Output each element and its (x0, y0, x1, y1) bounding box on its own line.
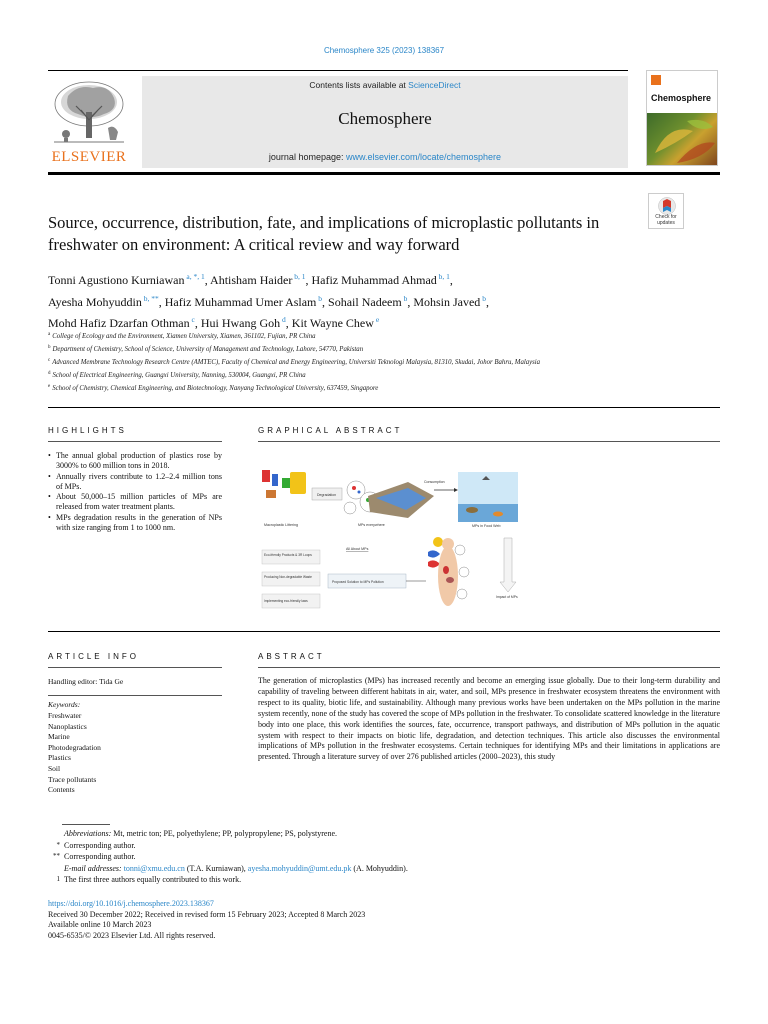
publication-info (48, 899, 668, 941)
journal-cover-thumbnail[interactable] (646, 70, 718, 166)
affiliation-key: b (48, 345, 51, 350)
affiliation-item (48, 355, 638, 368)
keyword-item: Freshwater (48, 711, 82, 720)
food-web-panel (458, 472, 518, 528)
highlight-item: • Annually rivers contribute to 1.2–2.4 million tons of MPs. (48, 472, 222, 493)
footnote-abbreviations (48, 828, 668, 840)
masthead-bottom-rule (48, 172, 720, 175)
contents-prefix: Contents lists available at (309, 80, 409, 90)
author-affiliation-marker[interactable]: d (280, 315, 286, 324)
ga-label-eco-laws: Implementing eco-friendly laws (264, 599, 308, 603)
journal-homepage (142, 152, 628, 162)
affiliation-key: a (48, 332, 51, 337)
author-name[interactable]: Mohd Hafiz Dzarfan Othman (48, 316, 190, 330)
ga-label-proposed-solution: Proposed Solution to MPs Pollution (332, 580, 384, 584)
consumption-arrow (424, 480, 458, 492)
author-affiliation-marker[interactable]: b, 1 (436, 272, 450, 281)
keyword-item: Trace pollutants (48, 774, 97, 784)
human-impact-panel (428, 537, 469, 606)
masthead-info-box (142, 76, 628, 168)
email-owner-kurniawan: (T.A. Kurniawan), (184, 863, 248, 873)
author-name[interactable]: Ayesha Mohyuddin (48, 294, 142, 309)
footnote-equal-contribution (48, 874, 668, 886)
keywords-rule (48, 695, 222, 696)
author-affiliation-marker[interactable]: b (480, 293, 486, 303)
email-owner-mohyuddin: (A. Mohyuddin). (351, 863, 408, 873)
cover-journal-title: Chemosphere (651, 93, 712, 103)
ga-label-mps-everywhere: MPs everywhere (358, 523, 385, 527)
author-name[interactable]: Hafiz Muhammad Umer Aslam (164, 294, 317, 309)
sciencedirect-link[interactable]: ScienceDirect (408, 80, 461, 90)
article-info-rule (48, 667, 222, 668)
header-divider (48, 407, 720, 408)
author-name[interactable]: Kit Wayne Chew (291, 316, 374, 330)
crossmark-icon (658, 197, 676, 215)
author-name[interactable]: Hafiz Muhammad Ahmad (311, 273, 437, 287)
affiliation-item (48, 381, 638, 394)
author-affiliation-marker[interactable]: e (373, 315, 380, 324)
highlight-item: • MPs degradation results in the generation of NPs with size ranging from 1 to 1000 nm. (48, 513, 222, 534)
footnote-emails (48, 863, 668, 875)
highlights-list (48, 451, 222, 533)
corresponding-mark-1: * (56, 840, 60, 849)
abstract-rule (258, 667, 720, 668)
online-date: Available online 10 March 2023 (48, 920, 152, 929)
author-affiliation-marker[interactable]: b, ** (141, 293, 159, 303)
affiliation-key: c (48, 358, 51, 363)
ga-label-consumption: Consumption (424, 480, 445, 484)
littering-panel (262, 470, 306, 527)
affiliation-text: College of Ecology and the Environment, Xiamen University, Xiamen, 361102, Fujian, PR China (52, 333, 316, 340)
solution-boxes (262, 550, 320, 608)
ga-label-littering: Macroplastic Littering (264, 523, 298, 527)
keyword-item: Marine (48, 732, 70, 742)
affiliation-text: School of Chemistry, Chemical Engineering, and Biotechnology, Nanyang Technological University, 637459, Singapore (52, 385, 379, 392)
affiliation-list (48, 329, 638, 394)
elsevier-wordmark: ELSEVIER (51, 149, 127, 165)
handling-editor: Handling editor: Tida Ge (48, 677, 124, 686)
author-affiliation-marker[interactable]: b (316, 293, 323, 303)
highlight-item: • About 50,000–15 million particles of MPs are released from water treatment plants. (48, 492, 222, 513)
corresponding-text-2: Corresponding author. (64, 852, 136, 861)
crossmark-label: Check for updates (655, 214, 677, 226)
corresponding-mark-2: ** (53, 852, 60, 860)
graphical-abstract-heading: GRAPHICAL ABSTRACT (258, 426, 403, 435)
elsevier-mini-logo-icon (651, 75, 661, 85)
author-name[interactable]: Tonni Agustiono Kurniawan (48, 273, 185, 287)
abbreviations-text: Mt, metric ton; PE, polyethylene; PP, polypropylene; PS, polystyrene. (111, 829, 338, 838)
email-link-mohyuddin[interactable]: ayesha.mohyuddin@umt.edu.pk (247, 863, 352, 873)
equal-contribution-text: The first three authors equally contributed to this work. (64, 875, 242, 884)
graphical-abstract-diagram (258, 452, 524, 614)
footnote-rule (62, 824, 110, 825)
mps-everywhere-panel (344, 481, 434, 527)
center-panel (328, 547, 426, 588)
affiliation-item (48, 342, 638, 355)
footnote-corresponding-1 (48, 840, 668, 852)
ga-label-degradation: Degradation (317, 493, 337, 497)
keywords-label: Keywords: (48, 700, 81, 709)
article-info-heading: ARTICLE INFO (48, 652, 139, 661)
author-affiliation-marker[interactable]: b, 1 (292, 272, 306, 281)
keyword-item: Soil (48, 763, 61, 773)
middle-divider (48, 631, 720, 632)
keywords-list (48, 711, 101, 796)
equal-contribution-mark: 1 (56, 875, 60, 883)
highlights-heading: HIGHLIGHTS (48, 426, 127, 435)
copyright: 0045-6535/© 2023 Elsevier Ltd. All rights reserved. (48, 930, 216, 940)
author-name[interactable]: Hui Hwang Goh (200, 316, 281, 330)
email-link-kurniawan[interactable]: tonni@xmu.edu.cn (123, 863, 185, 873)
impact-arrow (496, 538, 518, 599)
highlight-item: • The annual global production of plastics rose by 3000% to 600 million tons in 2018. (48, 451, 222, 472)
keyword-item: Plastics (48, 753, 71, 763)
article-title: Source, occurrence, distribution, fate, and implications of microplastic pollutants in freshwater on environment: A critical review and way forward (48, 213, 600, 254)
keyword-item: Contents (48, 785, 75, 795)
affiliation-text: Advanced Membrane Technology Research Centre (AMTEC), Faculty of Chemical and Energy Engineering, Universiti Teknologi Malaysia, 81310, Skudai, Johor Bahru, Malaysia (52, 359, 541, 366)
journal-citation[interactable]: Chemosphere 325 (2023) 138367 (323, 46, 445, 55)
received-dates: Received 30 December 2022; Received in revised form 15 February 2023; Accepted 8 March 2023 (48, 909, 366, 919)
author-name[interactable]: Ahtisham Haider (210, 273, 293, 287)
homepage-prefix: journal homepage: (268, 152, 346, 162)
masthead-top-rule (48, 70, 628, 71)
homepage-link[interactable]: www.elsevier.com/locate/chemosphere (345, 152, 502, 162)
ga-label-non-degradable: Producing Non-degradable Waste (264, 575, 312, 579)
graphical-abstract-rule (258, 441, 720, 442)
affiliation-item (48, 368, 638, 381)
author-affiliation-marker[interactable]: a, *, 1 (184, 272, 205, 281)
affiliation-key: d (48, 371, 51, 376)
author-affiliation-marker[interactable]: b (401, 293, 408, 303)
cover-leaf-graphic (647, 113, 718, 166)
ga-label-impact: Impact of MPs (496, 595, 518, 599)
author-affiliation-marker[interactable]: c (189, 315, 195, 324)
highlights-rule (48, 441, 222, 442)
affiliation-text: School of Electrical Engineering, Guangxi University, Nanning, 530004, Guangxi, PR China (52, 372, 306, 379)
affiliation-item (48, 329, 638, 342)
author-name[interactable]: Sohail Nadeem (328, 294, 402, 309)
affiliation-key: e (48, 384, 51, 389)
contents-availability (142, 80, 628, 90)
ga-label-all-about-mps: All About MPs (346, 547, 369, 551)
keyword-item: Photodegradation (48, 742, 101, 752)
degradation-arrow (312, 488, 342, 500)
ga-label-eco-friendly: Eco-friendly Products & 3R Loops (264, 553, 312, 557)
doi-link[interactable]: https://doi.org/10.1016/j.chemosphere.2023.138367 (48, 899, 214, 908)
graphical-abstract-figure[interactable] (258, 452, 524, 614)
corresponding-text-1: Corresponding author. (64, 840, 136, 850)
journal-name: Chemosphere (338, 109, 432, 128)
check-for-updates-badge[interactable] (648, 193, 684, 229)
footnote-corresponding-2 (48, 851, 668, 863)
abstract-text: The generation of microplastics (MPs) has increased recently and become an emerging issue globally. Due to their long-term durability and capability of traveling between different habitats in air, water, and soil, MPs presence in freshwater ecosystem threatens the environment with respect to its quality, biotic life, and sustainability. Although many previous works have been undertaken on the MPs pollution in the marine system recently, none of the study has covered the scope of MPs pollution in the freshwater. To consolidate scattered knowledge in the literature body into one place, this work identifies the sources, fate, occurrence, transport pathways, and distribution of MPs pollution in the aquatic system with respect to their impacts on biotic life, degradation, and detection techniques. This article also discusses the environmental implications of MPs pollution in the freshwater ecosystems. Certain techniques for identifying MPs and their limitations in applications are presented. Through a literature survey of over 276 published articles (2000–2023), this study (258, 676, 720, 762)
keyword-item: Nanoplastics (48, 721, 87, 731)
abbreviations-label: Abbreviations: (64, 829, 112, 838)
abstract-heading: ABSTRACT (258, 652, 325, 661)
ga-label-food-web: MPs in Food Web (472, 524, 501, 528)
footnotes (48, 828, 668, 886)
affiliation-text: Department of Chemistry, School of Science, University of Management and Technology, Lahore, 54770, Pakistan (52, 346, 364, 353)
email-label: E-mail addresses: (64, 863, 122, 873)
author-list: Tonni Agustiono Kurniawan $^{a, *, 1}$, Ahtisham Haider $^{b, 1}$, Hafiz Muhammad Ahmad $^{b, 1}$, Ayesha Mohyuddin $^{b, **}$, Hafiz Muhammad Umer Aslam $^b$, Sohail Nadeem $^b$, Mohsin Javed $^b$, Mohd Hafiz Dzarfan Othman $^c$, Hui Hwang Goh $^d$, Kit Wayne Chew $^e$ (48, 272, 489, 330)
journal-masthead (48, 70, 720, 174)
author-name[interactable]: Mohsin Javed (413, 294, 481, 309)
cover-image (647, 113, 718, 166)
